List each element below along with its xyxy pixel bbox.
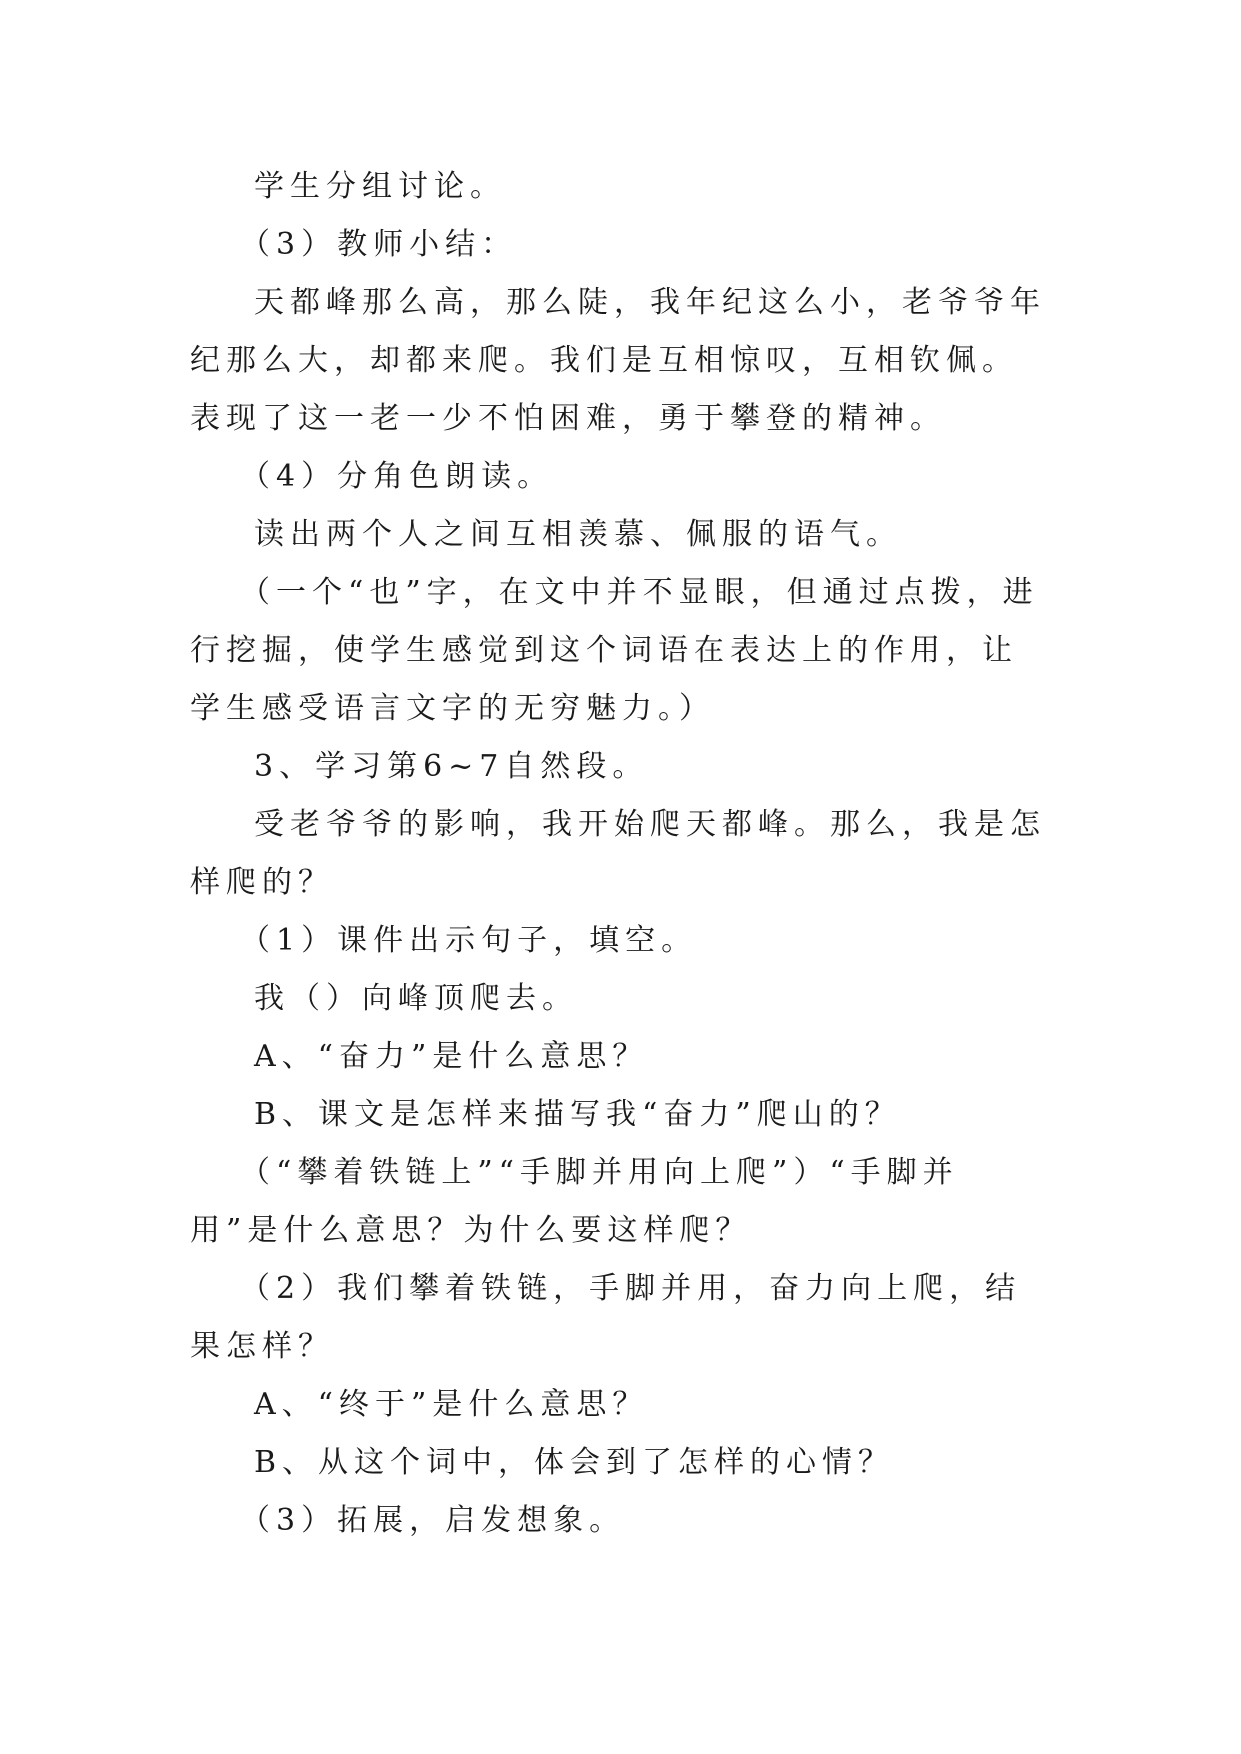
paragraph: （3）教师小结：: [240, 227, 518, 262]
paragraph: （2）我们攀着铁链，手脚并用，奋力向上爬，结果怎样？: [190, 1271, 1022, 1364]
document-body: [190, 158, 1050, 1550]
paragraph: （“攀着铁链上”“手脚并用向上爬”）“手脚并用”是什么意思？为什么要这样爬？: [190, 1155, 959, 1248]
paragraph: A、“奋力”是什么意思？: [254, 1039, 649, 1074]
paragraph: （3）拓展，启发想象。: [240, 1503, 626, 1538]
paragraph: 3、学习第6~7自然段。: [254, 749, 649, 784]
paragraph: B、从这个词中，体会到了怎样的心情？: [254, 1445, 895, 1480]
paragraph: 天都峰那么高，那么陡，我年纪这么小，老爷爷年纪那么大，却都来爬。我们是互相惊叹，互相钦佩。表现了这一老一少不怕困难，勇于攀登的精神。: [190, 285, 1046, 436]
paragraph: （4）分角色朗读。: [240, 459, 554, 494]
paragraph: 我（）向峰顶爬去。: [254, 981, 578, 1016]
paragraph: 学生分组讨论。: [254, 169, 506, 204]
paragraph: B、课文是怎样来描写我“奋力”爬山的？: [254, 1097, 901, 1132]
paragraph: （1）课件出示句子，填空。: [240, 923, 698, 958]
paragraph: （一个“也”字，在文中并不显眼，但通过点拨，进行挖掘，使学生感觉到这个词语在表达上的作用，让学生感受语言文字的无穷魅力。）: [190, 575, 1039, 726]
paragraph: 受老爷爷的影响，我开始爬天都峰。那么，我是怎样爬的？: [190, 807, 1046, 900]
paragraph: A、“终于”是什么意思？: [254, 1387, 649, 1422]
paragraph: 读出两个人之间互相羡慕、佩服的语气。: [254, 517, 902, 552]
